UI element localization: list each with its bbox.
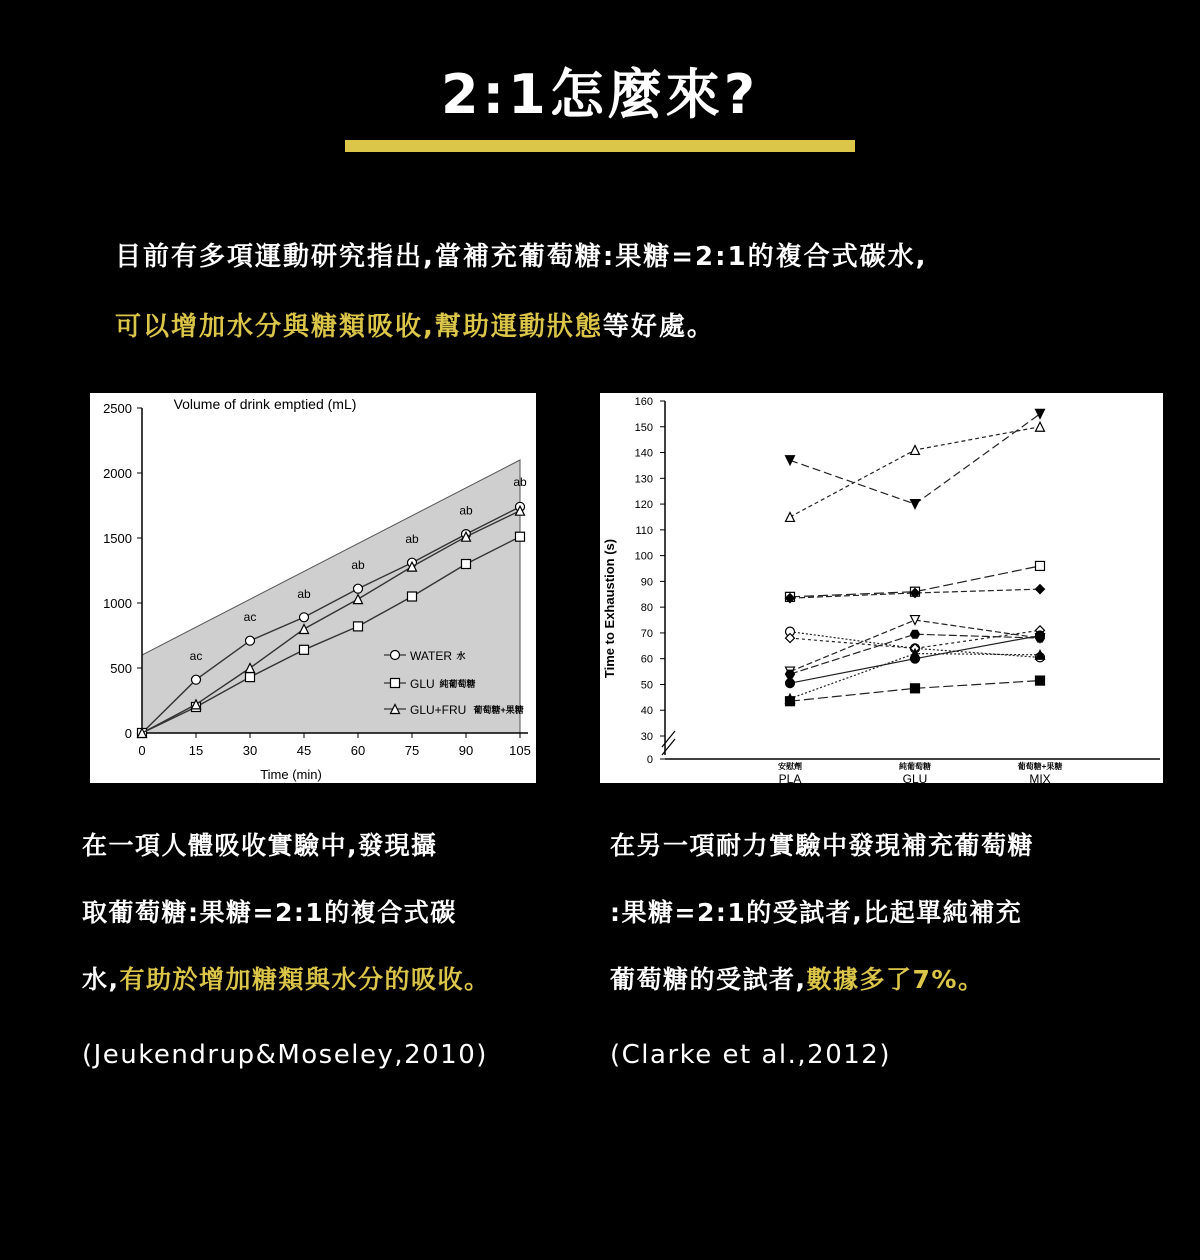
intro-line-2 [115, 292, 1115, 362]
category-label-zh: 葡萄糖+果糖 [1017, 762, 1063, 771]
caption-right [610, 812, 1170, 1013]
y-tick-label: 150 [634, 421, 653, 434]
y-tick-label: 50 [640, 679, 653, 692]
data-point [462, 560, 471, 569]
caption-right-line-1: 在另一項耐力實驗中發現補充葡萄糖 [610, 831, 1035, 860]
y-tick-label: 120 [634, 499, 653, 512]
title-underline [345, 140, 855, 152]
data-point [246, 673, 255, 682]
significance-label: ab [405, 532, 419, 547]
y-tick-label: 90 [640, 576, 653, 589]
legend-label-zh: 葡萄糖+果糖 [473, 705, 524, 715]
y-tick-label: 40 [640, 705, 653, 718]
legend-label-zh: 純葡萄糖 [439, 679, 476, 689]
category-label-zh: 安慰劑 [778, 762, 802, 771]
y-axis-title: Time to Exhaustion (s) [602, 538, 617, 679]
y-tick-label: 1000 [103, 596, 132, 611]
chart-title: Volume of drink emptied (mL) [173, 396, 357, 412]
caption-left-line-3 [82, 946, 602, 1013]
data-point [300, 613, 309, 622]
data-point [911, 500, 920, 509]
intro-text [115, 222, 1115, 362]
y-tick-label: 2000 [103, 466, 132, 481]
significance-label: ab [297, 586, 311, 601]
data-point [786, 512, 795, 521]
y-tick-label: 140 [634, 447, 653, 460]
intro-highlight: 可以增加水分與糖類吸收,幫助運動狀態 [115, 312, 603, 342]
x-tick-label: 15 [188, 743, 204, 758]
significance-label: ab [459, 503, 473, 518]
data-point [192, 675, 201, 684]
caption-right-line-3 [610, 946, 1170, 1013]
y-tick-label: 110 [635, 524, 653, 537]
y-tick-label: 80 [640, 602, 653, 615]
significance-label: ab [513, 475, 527, 489]
data-point [246, 636, 255, 645]
data-point [911, 684, 920, 693]
caption-right-plain: 葡萄糖的受試者, [610, 965, 807, 994]
ingested-band [142, 460, 520, 733]
data-point [786, 697, 795, 706]
axis-break-mark [662, 731, 675, 747]
page-title: 2:1怎麼來? [440, 63, 760, 126]
significance-label: ac [243, 610, 257, 625]
axis-break-mark [662, 739, 675, 755]
legend-marker [391, 651, 400, 660]
x-tick-label: 45 [296, 743, 312, 758]
x-tick-label: 30 [242, 743, 258, 758]
category-label: PLA [778, 772, 802, 783]
significance-label: ab [351, 558, 365, 573]
x-tick-label: 105 [509, 743, 531, 758]
series-line [790, 414, 1040, 504]
legend-label: GLU+FRU [410, 703, 467, 717]
chart-time-to-exhaustion-svg [600, 393, 1163, 783]
caption-left-line-2: 取葡萄糖:果糖=2:1的複合式碳 [82, 898, 457, 927]
data-point [786, 679, 795, 688]
intro-rest: 等好處。 [602, 312, 715, 342]
data-point [1036, 409, 1045, 418]
legend-marker [391, 679, 400, 688]
chart-time-to-exhaustion [600, 393, 1163, 783]
y-tick-label: 130 [634, 473, 653, 486]
data-point [1036, 422, 1045, 431]
x-tick-label: 75 [404, 743, 420, 758]
series-1 [786, 409, 1045, 508]
y-tick-label: 100 [634, 550, 653, 563]
y-tick-label: 0 [124, 726, 132, 741]
legend-label: WATER [410, 649, 452, 663]
data-point [1036, 676, 1045, 685]
caption-left-line-1: 在一項人體吸收實驗中,發現攝 [82, 831, 438, 860]
data-point [354, 622, 363, 631]
data-point [300, 645, 309, 654]
caption-left [82, 812, 602, 1013]
x-tick-label: 0 [138, 743, 146, 758]
caption-left-highlight: 有助於增加糖類與水分的吸收。 [119, 965, 491, 994]
category-label: MIX [1029, 772, 1051, 783]
y-tick-label: 500 [110, 661, 132, 676]
data-point [1036, 631, 1045, 640]
y-tick-label: 1500 [103, 531, 132, 546]
x-tick-label: 60 [350, 743, 366, 758]
data-point [516, 532, 525, 541]
data-point [1036, 561, 1045, 570]
y-tick-label: 60 [640, 653, 653, 666]
series-11 [786, 676, 1045, 706]
y-tick-label: 30 [640, 731, 653, 743]
y-tick-label: 160 [634, 396, 653, 408]
citation-left: (Jeukendrup&Moseley,2010) [82, 1040, 488, 1070]
legend-label-zh: 水 [456, 651, 466, 661]
significance-label: ac [189, 649, 203, 664]
citation-right: (Clarke et al.,2012) [610, 1040, 891, 1070]
caption-left-plain: 水, [82, 965, 120, 994]
category-label-zh: 純葡萄糖 [899, 762, 931, 771]
x-axis-title: Time (min) [260, 767, 322, 782]
data-point [786, 456, 795, 465]
data-point [911, 445, 920, 454]
x-tick-label: 90 [458, 743, 474, 758]
data-point [408, 592, 417, 601]
y-tick-label: 2500 [103, 401, 132, 416]
data-point [1036, 585, 1045, 594]
legend-label: GLU [410, 677, 435, 691]
category-label: GLU [902, 772, 928, 783]
caption-right-highlight: 數據多了7%。 [806, 965, 985, 994]
series-9 [786, 631, 1045, 688]
data-point [786, 670, 795, 678]
y-tick-label: 0 [646, 754, 653, 766]
data-point [911, 630, 920, 638]
y-tick-label: 70 [640, 627, 653, 640]
chart-drink-emptied-svg [90, 393, 536, 783]
data-point [354, 584, 363, 593]
caption-right-line-2: :果糖=2:1的受試者,比起單純補充 [610, 898, 1023, 927]
intro-line-1: 目前有多項運動研究指出,當補充葡萄糖:果糖=2:1的複合式碳水, [115, 242, 928, 272]
chart-drink-emptied [90, 393, 536, 783]
